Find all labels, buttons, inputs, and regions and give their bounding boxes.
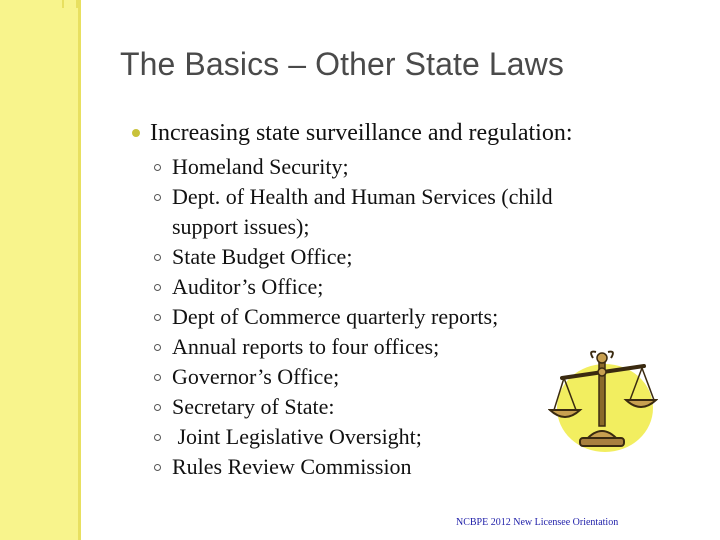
bullet-dot-icon — [132, 129, 140, 137]
ring-bullet-icon — [154, 464, 161, 471]
list-item-text: Dept. of Health and Human Services (child — [172, 184, 553, 209]
ring-bullet-icon — [154, 284, 161, 291]
list-item — [154, 422, 553, 452]
list-item — [154, 182, 553, 242]
ring-bullet-icon — [154, 194, 161, 201]
ring-bullet-icon — [154, 164, 161, 171]
ring-bullet-icon — [154, 254, 161, 261]
list-item — [154, 152, 553, 182]
slide-title: The Basics – Other State Laws — [120, 46, 564, 82]
ring-bullet-icon — [154, 374, 161, 381]
list-item-text: Auditor’s Office; — [172, 274, 324, 299]
list-item-text-continued: support issues); — [172, 214, 310, 239]
top-decorative-corner — [62, 0, 78, 8]
list-item-text: Governor’s Office; — [172, 364, 340, 389]
ring-bullet-icon — [154, 344, 161, 351]
list-item-text: Annual reports to four offices; — [172, 334, 440, 359]
list-item — [154, 332, 553, 362]
left-decorative-band — [0, 0, 80, 540]
ring-bullet-icon — [154, 314, 161, 321]
list-item — [154, 242, 553, 272]
sub-bullet-list — [154, 152, 553, 482]
list-item-text: Joint Legislative Oversight; — [172, 424, 422, 449]
list-item — [154, 302, 553, 332]
footer-text: NCBPE 2012 New Licensee Orientation — [456, 517, 619, 528]
list-item — [154, 392, 553, 422]
list-item-text: State Budget Office; — [172, 244, 353, 269]
scales-of-justice-icon — [548, 348, 658, 458]
list-item-text: Rules Review Commission — [172, 454, 412, 479]
ring-bullet-icon — [154, 434, 161, 441]
left-decorative-line — [78, 0, 81, 540]
list-item — [154, 272, 553, 302]
list-item-text: Dept of Commerce quarterly reports; — [172, 304, 499, 329]
list-item-text: Homeland Security; — [172, 154, 349, 179]
main-bullet-text: Increasing state surveillance and regulation: — [150, 120, 573, 146]
ring-bullet-icon — [154, 404, 161, 411]
list-item — [154, 362, 553, 392]
list-item-text: Secretary of State: — [172, 394, 335, 419]
list-item — [154, 452, 553, 482]
